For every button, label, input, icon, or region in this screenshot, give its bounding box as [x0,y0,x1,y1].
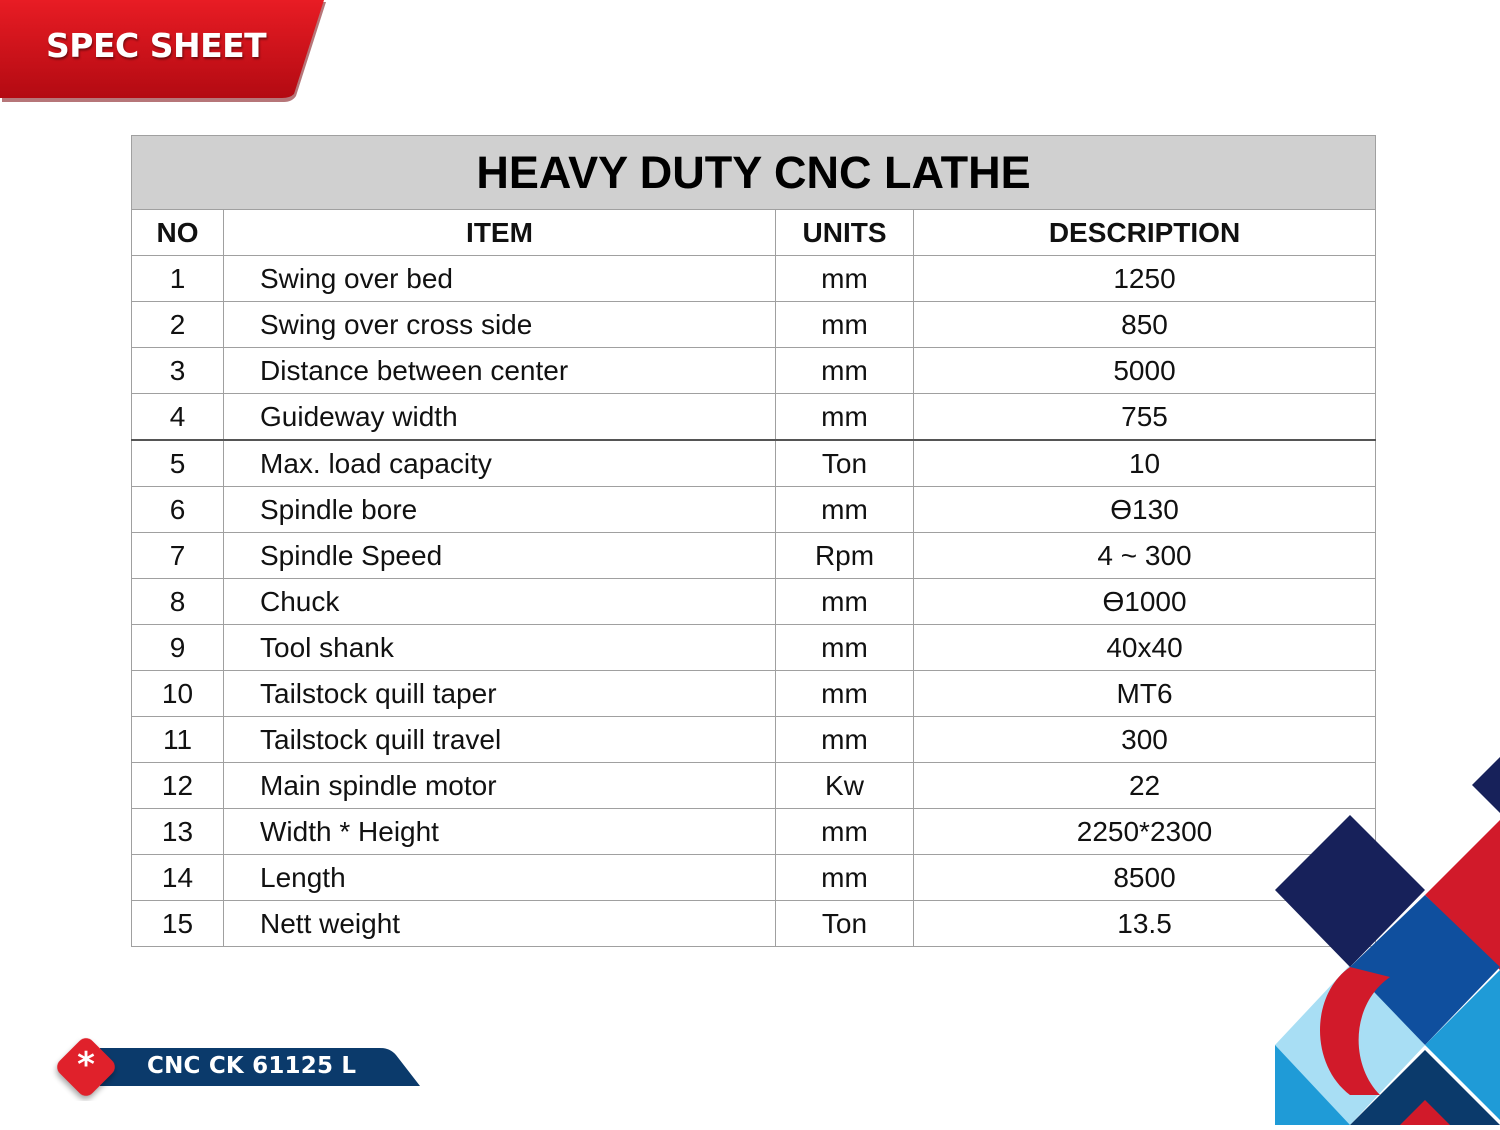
table-row [132,763,1376,809]
header-no: NO [132,210,224,256]
row-description: 10 [914,440,1376,487]
row-item: Swing over bed [224,256,776,302]
table-header-row [132,210,1376,256]
row-no: 4 [132,394,224,441]
row-no: 15 [132,901,224,947]
table-row [132,302,1376,348]
row-no: 6 [132,487,224,533]
table-title: HEAVY DUTY CNC LATHE [132,136,1376,210]
row-no: 1 [132,256,224,302]
header-units: UNITS [776,210,914,256]
row-item: Main spindle motor [224,763,776,809]
row-item: Tool shank [224,625,776,671]
row-units: mm [776,855,914,901]
row-no: 9 [132,625,224,671]
table-row [132,440,1376,487]
row-item: Tailstock quill travel [224,717,776,763]
header-description: DESCRIPTION [914,210,1376,256]
row-no: 10 [132,671,224,717]
spec-table [131,135,1376,947]
row-description: 8500 [914,855,1376,901]
row-item: Width * Height [224,809,776,855]
row-item: Guideway width [224,394,776,441]
row-description: 5000 [914,348,1376,394]
row-description: ϴ130 [914,487,1376,533]
row-no: 13 [132,809,224,855]
row-units: mm [776,394,914,441]
row-units: mm [776,487,914,533]
row-description: 22 [914,763,1376,809]
row-description: 13.5 [914,901,1376,947]
table-row [132,579,1376,625]
table-row [132,625,1376,671]
row-units: mm [776,256,914,302]
table-row [132,901,1376,947]
row-no: 7 [132,533,224,579]
table-row [132,394,1376,441]
row-no: 11 [132,717,224,763]
model-badge [50,1035,430,1101]
table-row [132,348,1376,394]
row-item: Swing over cross side [224,302,776,348]
table-row [132,809,1376,855]
row-units: mm [776,348,914,394]
row-description: 755 [914,394,1376,441]
asterisk-icon: * [77,1045,95,1085]
row-description: 2250*2300 [914,809,1376,855]
row-no: 3 [132,348,224,394]
table-row [132,717,1376,763]
row-description: 300 [914,717,1376,763]
row-no: 14 [132,855,224,901]
row-units: mm [776,809,914,855]
row-description: 1250 [914,256,1376,302]
header-item: ITEM [224,210,776,256]
row-item: Chuck [224,579,776,625]
row-item: Max. load capacity [224,440,776,487]
row-item: Distance between center [224,348,776,394]
row-item: Length [224,855,776,901]
model-label: CNC CK 61125 L [147,1053,357,1079]
row-description: MT6 [914,671,1376,717]
row-item: Spindle Speed [224,533,776,579]
row-description: 4 ~ 300 [914,533,1376,579]
row-units: Ton [776,440,914,487]
table-row [132,671,1376,717]
row-units: Ton [776,901,914,947]
row-description: ϴ1000 [914,579,1376,625]
geometric-decoration [1270,755,1500,1130]
row-units: Rpm [776,533,914,579]
row-units: Kw [776,763,914,809]
spec-sheet-banner [0,0,330,102]
row-no: 12 [132,763,224,809]
row-description: 40x40 [914,625,1376,671]
row-no: 5 [132,440,224,487]
table-row [132,487,1376,533]
row-item: Spindle bore [224,487,776,533]
row-units: mm [776,625,914,671]
row-description: 850 [914,302,1376,348]
row-units: mm [776,717,914,763]
row-units: mm [776,671,914,717]
row-item: Nett weight [224,901,776,947]
row-units: mm [776,302,914,348]
table-row [132,256,1376,302]
row-no: 2 [132,302,224,348]
row-no: 8 [132,579,224,625]
row-item: Tailstock quill taper [224,671,776,717]
row-units: mm [776,579,914,625]
table-row [132,533,1376,579]
table-row [132,855,1376,901]
banner-label: SPEC SHEET [46,26,267,65]
